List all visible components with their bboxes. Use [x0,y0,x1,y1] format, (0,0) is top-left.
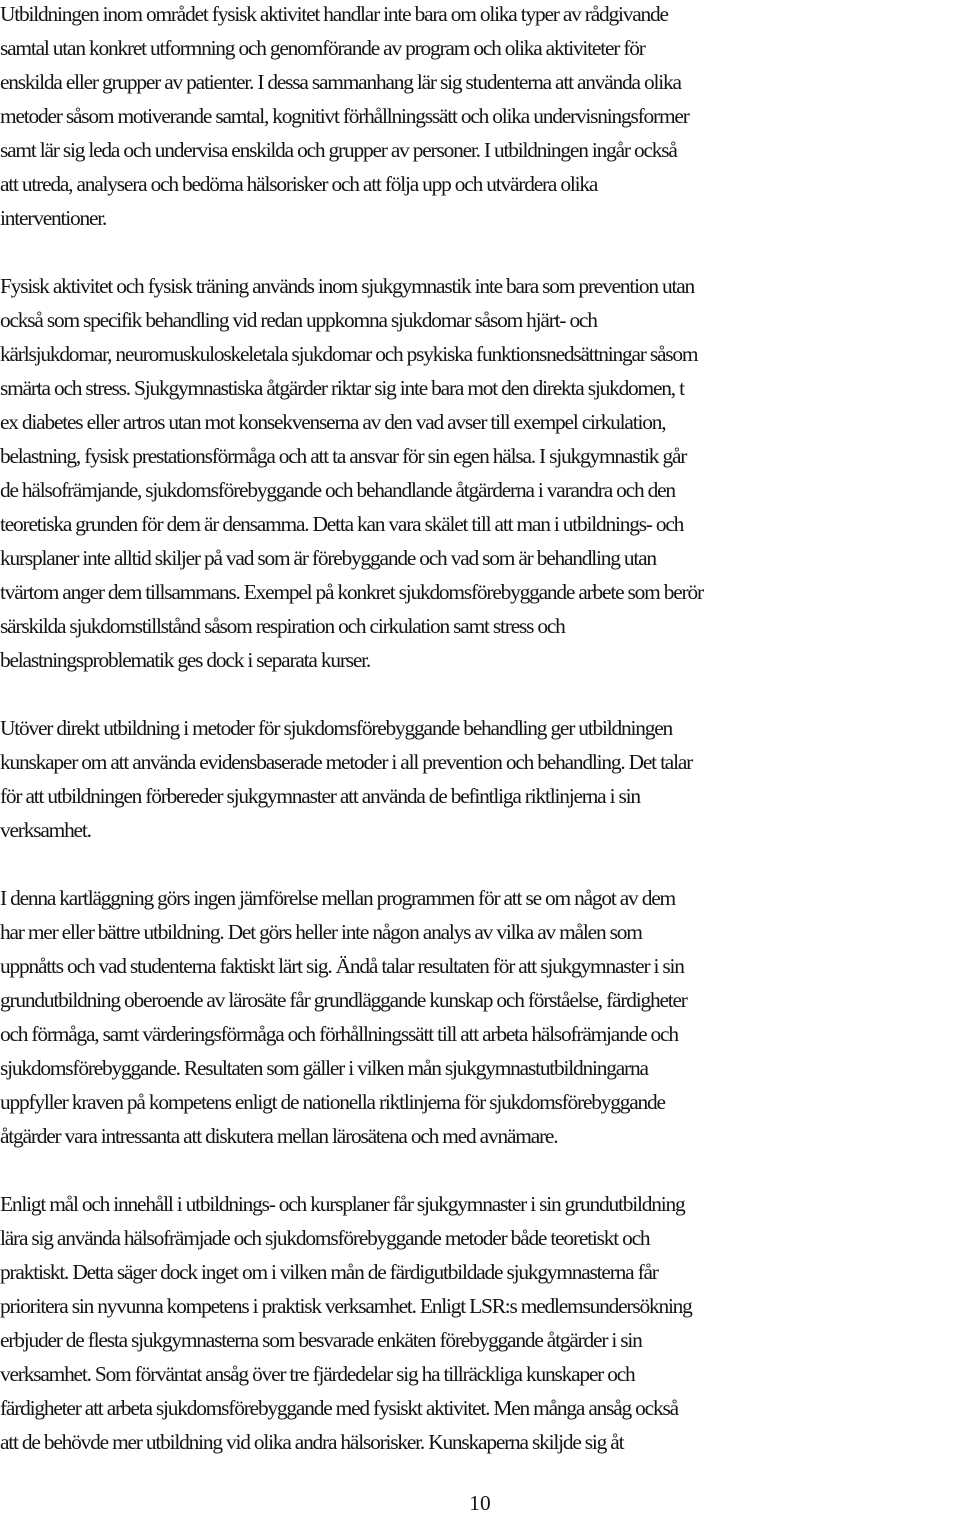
text-line: de hälsofrämjande, sjukdomsförebyggande och behandlande åtgärderna i varandra och den [0,478,675,502]
text-line: interventioner. [0,206,107,230]
text-line: grundutbildning oberoende av lärosäte får grundläggande kunskap och förståelse, färdigheter [0,988,687,1012]
text-line: Fysisk aktivitet och fysisk träning används inom sjukgymnastik inte bara som prevention utan [0,274,695,298]
text-line: också som specifik behandling vid redan uppkomna sjukdomar såsom hjärt- och [0,308,597,332]
paragraph-2 [0,269,958,677]
text-line: samt lär sig leda och undervisa enskilda och grupper av personer. I utbildningen ingår också [0,138,677,162]
paragraph-1 [0,0,958,235]
text-line: uppfyller kraven på kompetens enligt de nationella riktlinjerna för sjukdomsförebyggande [0,1090,665,1114]
text-line: kursplaner inte alltid skiljer på vad som är förebyggande och vad som är behandling utan [0,546,656,570]
text-line: Utöver direkt utbildning i metoder för sjukdomsförebyggande behandling ger utbildningen [0,716,673,740]
text-line: smärta och stress. Sjukgymnastiska åtgärder riktar sig inte bara mot den direkta sjukdomen, t [0,376,684,400]
text-line: och förmåga, samt värderingsförmåga och förhållningssätt till att arbeta hälsofrämjande och [0,1022,678,1046]
text-line: teoretiska grunden för dem är densamma. Detta kan vara skälet till att man i utbildnings- och [0,512,684,536]
text-line: färdigheter att arbeta sjukdomsförebyggande med fysiskt aktivitet. Men många ansåg också [0,1396,678,1420]
paragraph-3 [0,711,958,847]
page-number: 10 [469,1491,491,1515]
text-line: ex diabetes eller artros utan mot konsekvenserna av den vad avser till exempel cirkulation, [0,410,666,434]
text-line: kunskaper om att använda evidensbaserade metoder i all prevention och behandling. Det talar [0,750,693,774]
text-line: belastning, fysisk prestationsförmåga och att ta ansvar för sin egen hälsa. I sjukgymnastik går [0,444,687,468]
text-line: Enligt mål och innehåll i utbildnings- och kursplaner får sjukgymnaster i sin grundutbildning [0,1192,685,1216]
text-line: sjukdomsförebyggande. Resultaten som gäller i vilken mån sjukgymnastutbildningarna [0,1056,648,1080]
text-line: att de behövde mer utbildning vid olika andra hälsorisker. Kunskaperna skiljde sig åt [0,1430,624,1454]
text-line: har mer eller bättre utbildning. Det görs heller inte någon analys av vilka av målen som [0,920,642,944]
text-line: Utbildningen inom området fysisk aktivitet handlar inte bara om olika typer av rådgivande [0,2,668,26]
paragraph-spacer [0,235,958,269]
text-line: praktiskt. Detta säger dock inget om i vilken mån de färdigutbildade sjukgymnasterna får [0,1260,658,1284]
text-line: tvärtom anger dem tillsammans. Exempel på konkret sjukdomsförebyggande arbete som berör [0,580,703,604]
text-line: enskilda eller grupper av patienter. I dessa sammanhang lär sig studenterna att använda olika [0,70,681,94]
text-line: prioritera sin nyvunna kompetens i praktisk verksamhet. Enligt LSR:s medlemsundersökning [0,1294,692,1318]
text-line: erbjuder de flesta sjukgymnasterna som besvarade enkäten förebyggande åtgärder i sin [0,1328,642,1352]
text-line: verksamhet. [0,818,91,842]
paragraph-spacer [0,1153,958,1187]
text-line: I denna kartläggning görs ingen jämförelse mellan programmen för att se om något av dem [0,886,675,910]
text-line: särskilda sjukdomstillstånd såsom respiration och cirkulation samt stress och [0,614,565,638]
text-line: metoder såsom motiverande samtal, kognitivt förhållningssätt och olika undervisningsformer [0,104,689,128]
text-line: kärlsjukdomar, neuromuskuloskeletala sjukdomar och psykiska funktionsnedsättningar såsom [0,342,698,366]
text-line: åtgärder vara intressanta att diskutera mellan lärosätena och med avnämare. [0,1124,558,1148]
text-line: verksamhet. Som förväntat ansåg över tre fjärdedelar sig ha tillräckliga kunskaper och [0,1362,635,1386]
paragraph-spacer [0,677,958,711]
text-line: samtal utan konkret utformning och genomförande av program och olika aktiviteter för [0,36,645,60]
text-line: belastningsproblematik ges dock i separata kurser. [0,648,371,672]
text-line: för att utbildningen förbereder sjukgymnaster att använda de befintliga riktlinjerna i sin [0,784,640,808]
text-line: att utreda, analysera och bedöma hälsorisker och att följa upp och utvärdera olika [0,172,598,196]
text-line: lära sig använda hälsofrämjade och sjukdomsförebyggande metoder både teoretiskt och [0,1226,650,1250]
paragraph-spacer [0,847,958,881]
paragraph-4 [0,881,958,1153]
text-line: uppnåtts och vad studenterna faktiskt lärt sig. Ändå talar resultaten för att sjukgymnaster i sin [0,954,684,978]
paragraph-5 [0,1187,958,1459]
